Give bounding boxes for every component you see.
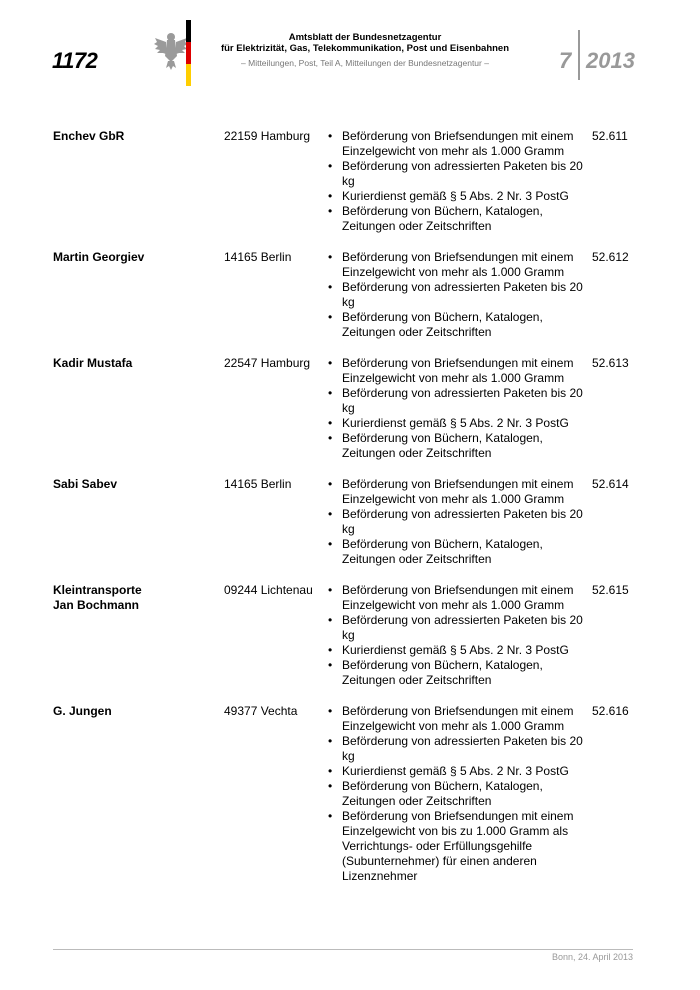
service-item: • Kurierdienst gemäß § 5 Abs. 2 Nr. 3 PostG bbox=[325, 189, 595, 204]
page-number: 1172 bbox=[52, 48, 98, 73]
entry-name bbox=[53, 250, 213, 265]
service-item: • Beförderung von Briefsendungen mit einem Einzelgewicht von mehr als 1.000 Gramm bbox=[325, 477, 595, 507]
service-item: • Beförderung von adressierten Paketen bis 20 kg bbox=[325, 159, 595, 189]
service-item: • Kurierdienst gemäß § 5 Abs. 2 Nr. 3 PostG bbox=[325, 416, 595, 431]
flag-stripe-gold bbox=[186, 64, 191, 86]
federal-eagle-icon bbox=[153, 30, 189, 72]
issue-number: 7 bbox=[559, 48, 572, 73]
entry-location: 22547 Hamburg bbox=[224, 356, 311, 370]
entry-services-list bbox=[325, 356, 595, 461]
service-item: • Kurierdienst gemäß § 5 Abs. 2 Nr. 3 PostG bbox=[325, 764, 595, 779]
issue-divider bbox=[578, 30, 580, 80]
flag-stripe-black bbox=[186, 20, 191, 42]
service-item: • Beförderung von Briefsendungen mit einem Einzelgewicht von mehr als 1.000 Gramm bbox=[325, 129, 595, 159]
header-subtitle: – Mitteilungen, Post, Teil A, Mitteilungen der Bundesnetzagentur – bbox=[241, 58, 489, 68]
entry-name bbox=[53, 129, 213, 144]
entry-name-line: Jan Bochmann bbox=[53, 598, 140, 612]
service-item: • Beförderung von Briefsendungen mit einem Einzelgewicht von bis zu 1.000 Gramm als Verrichtungs- oder Erfüllungsgehilfe (Subunternehmer) für einen anderen Lizenznehmer bbox=[325, 809, 595, 884]
header-title-line2: für Elektrizität, Gas, Telekommunikation, Post und Eisenbahnen bbox=[220, 43, 510, 54]
entry-name bbox=[53, 356, 213, 371]
issue-year: 2013 bbox=[586, 48, 635, 73]
service-item: • Beförderung von Briefsendungen mit einem Einzelgewicht von mehr als 1.000 Gramm bbox=[325, 583, 595, 613]
entry-services-list bbox=[325, 704, 595, 884]
footer-place-date: Bonn, 24. April 2013 bbox=[551, 952, 633, 962]
entry-location: 49377 Vechta bbox=[224, 704, 298, 718]
service-item: • Beförderung von Büchern, Katalogen, Zeitungen oder Zeitschriften bbox=[325, 779, 595, 809]
entry-services-list bbox=[325, 583, 595, 688]
service-item: • Beförderung von adressierten Paketen bis 20 kg bbox=[325, 386, 595, 416]
entry-name-line: Martin Georgiev bbox=[53, 250, 145, 264]
entry-name-line: Sabi Sabev bbox=[53, 477, 118, 491]
entry-name-line: Kadir Mustafa bbox=[53, 356, 133, 370]
service-item: • Beförderung von adressierten Paketen bis 20 kg bbox=[325, 507, 595, 537]
entry-number: 52.614 bbox=[592, 477, 629, 491]
header-titles bbox=[200, 32, 530, 68]
flag-bar bbox=[186, 20, 191, 86]
entry-number: 52.616 bbox=[592, 704, 629, 718]
service-item: • Beförderung von Briefsendungen mit einem Einzelgewicht von mehr als 1.000 Gramm bbox=[325, 250, 595, 280]
service-item: • Beförderung von Briefsendungen mit einem Einzelgewicht von mehr als 1.000 Gramm bbox=[325, 704, 595, 734]
entry-name bbox=[53, 704, 213, 719]
entry-number: 52.613 bbox=[592, 356, 629, 370]
entry-services-list bbox=[325, 250, 595, 340]
service-item: • Beförderung von Büchern, Katalogen, Zeitungen oder Zeitschriften bbox=[325, 310, 595, 340]
entry-number: 52.612 bbox=[592, 250, 629, 264]
footer-rule bbox=[53, 949, 633, 950]
header-title-line1: Amtsblatt der Bundesnetzagentur bbox=[288, 32, 442, 43]
flag-stripe-red bbox=[186, 42, 191, 64]
entry-location: 22159 Hamburg bbox=[224, 129, 311, 143]
entry-name-line: Enchev GbR bbox=[53, 129, 125, 143]
entry-location: 14165 Berlin bbox=[224, 477, 292, 491]
entry-name-line: Kleintransporte bbox=[53, 583, 142, 597]
entry-name bbox=[53, 583, 213, 613]
service-item: • Beförderung von Briefsendungen mit einem Einzelgewicht von mehr als 1.000 Gramm bbox=[325, 356, 595, 386]
service-item: • Beförderung von adressierten Paketen bis 20 kg bbox=[325, 734, 595, 764]
entry-location: 14165 Berlin bbox=[224, 250, 292, 264]
service-item: • Beförderung von adressierten Paketen bis 20 kg bbox=[325, 280, 595, 310]
entry-services-list bbox=[325, 477, 595, 567]
entry-services-list bbox=[325, 129, 595, 234]
service-item: • Kurierdienst gemäß § 5 Abs. 2 Nr. 3 PostG bbox=[325, 643, 595, 658]
service-item: • Beförderung von Büchern, Katalogen, Zeitungen oder Zeitschriften bbox=[325, 658, 595, 688]
entry-number: 52.611 bbox=[592, 129, 628, 143]
service-item: • Beförderung von Büchern, Katalogen, Zeitungen oder Zeitschriften bbox=[325, 537, 595, 567]
entry-number: 52.615 bbox=[592, 583, 629, 597]
entry-name-line: G. Jungen bbox=[53, 704, 112, 718]
entry-location: 09244 Lichtenau bbox=[224, 583, 313, 597]
entry-name bbox=[53, 477, 213, 492]
service-item: • Beförderung von adressierten Paketen bis 20 kg bbox=[325, 613, 595, 643]
service-item: • Beförderung von Büchern, Katalogen, Zeitungen oder Zeitschriften bbox=[325, 431, 595, 461]
service-item: • Beförderung von Büchern, Katalogen, Zeitungen oder Zeitschriften bbox=[325, 204, 595, 234]
